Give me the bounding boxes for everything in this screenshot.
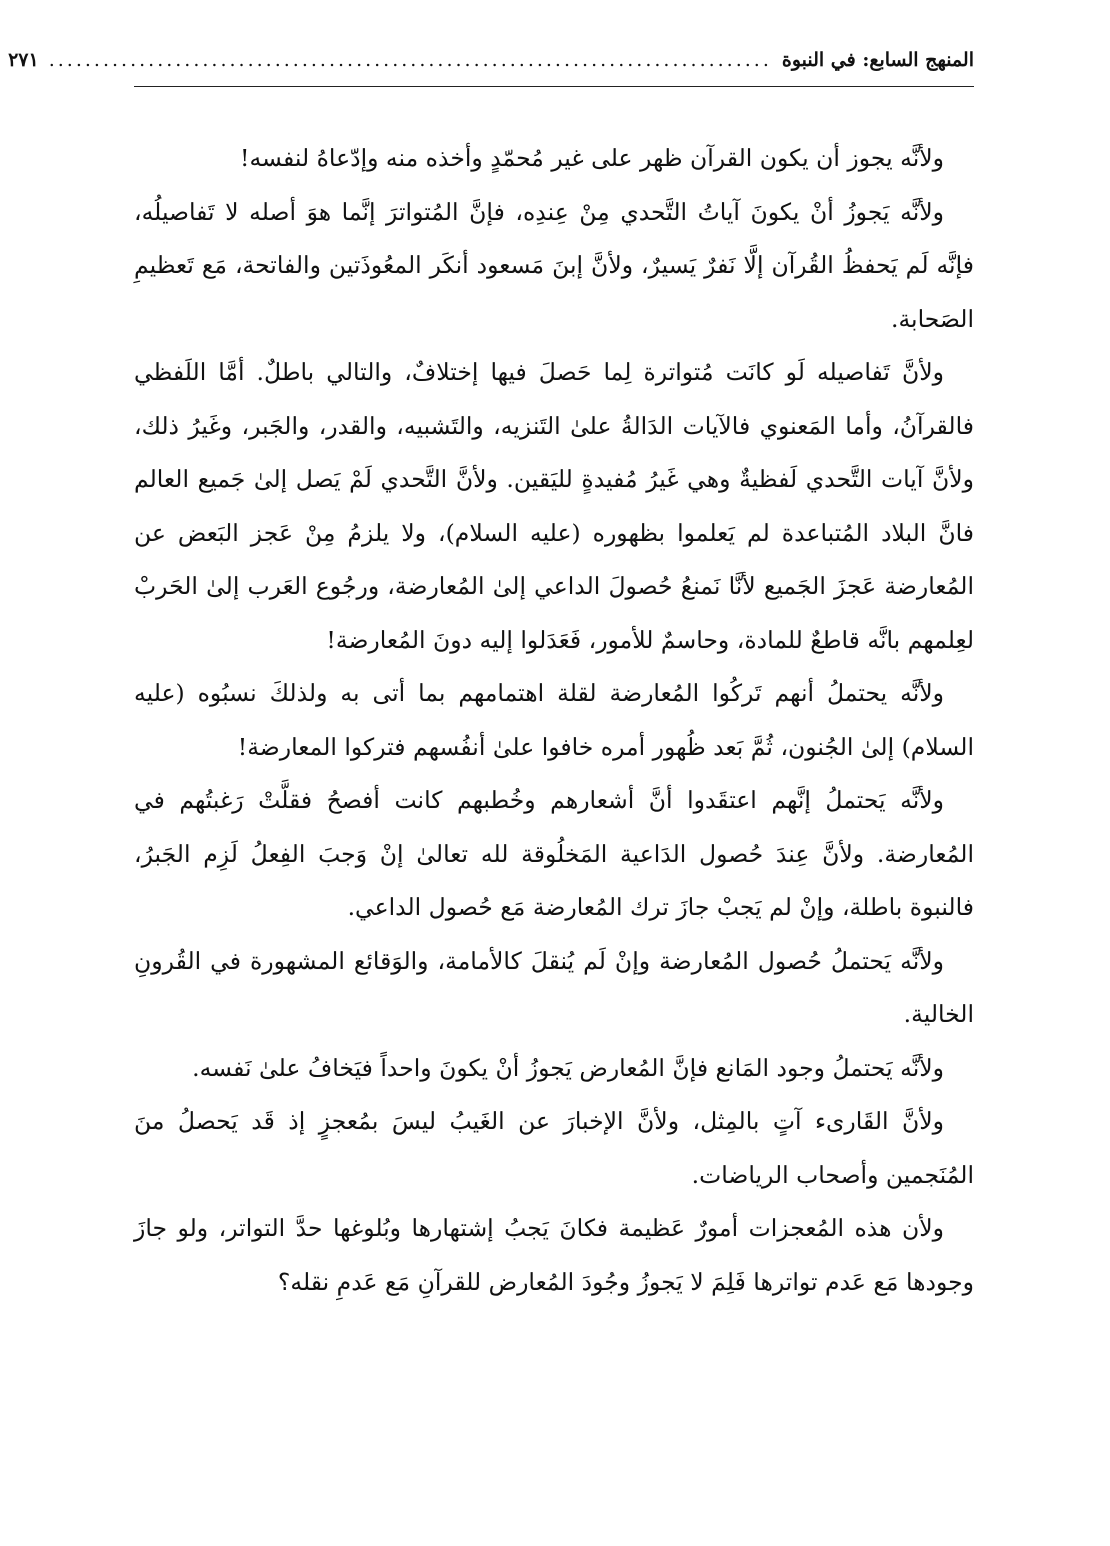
header-rule [134, 86, 974, 87]
body-text [134, 132, 974, 1309]
chapter-title: المنهج السابع: في النبوة [781, 49, 974, 71]
paragraph: ولأن هذه المُعجزات أمورٌ عَظيمة فكانَ يَجبُ إشتهارها وبُلوغها حدَّ التواتر، ولو جازَ وجودها مَع عَدم تواترها فَلِمَ لا يَجوزُ وجُودَ المُعارض للقرآنِ مَع عَدمِ نقله؟ [134, 1214, 974, 1296]
page-number: ٢٧١ [8, 49, 39, 71]
leader-dots: ................................................................................ [48, 49, 772, 71]
paragraph: ولأنَّه يَجوزُ أنْ يكونَ آياتُ التَّحدي مِنْ عِندِه، فإنَّ المُتواترَ إنَّما هوَ أصله لا تَفاصيلُه، فإنَّه لَم يَحفظُ القُرآن إلَّا نَفرٌ يَسيرٌ، ولأنَّ إبنَ مَسعود أنكَر المعُوذَتين والفاتحة، مَع تَعظيمِ الصَحابة. [134, 197, 974, 333]
running-header [8, 40, 974, 80]
paragraph: ولأنَّ تَفاصيله لَو كانَت مُتواترة لِما حَصلَ فيها إختلافٌ، والتالي باطلٌ. أمَّا اللَفظي فالقرآنُ، وأما المَعنوي فالآيات الدَالةُ علىٰ التَنزيه، والتَشبيه، والقدر، والجَبر، وغَيرُ ذلك، ولأنَّ آيات التَّحدي لَفظيةٌ وهي غَيرُ مُفيدةٍ لليَقين. ولأنَّ التَّحدي لَمْ يَصل إلىٰ جَميع العالم فانَّ البلاد المُتباعدة لم يَعلموا بظهوره (عليه السلام)، ولا يلزمُ مِنْ عَجز البَعض عن المُعارضة عَجزَ الجَميع لأنَّا نَمنعُ حُصولَ الداعي إلىٰ المُعارضة، ورجُوع العَرب إلىٰ الحَربْ لعِلمهم بانَّه قاطعٌ للمادة، وحاسمٌ للأمور، فَعَدَلوا إليه دونَ المُعارضة! [134, 358, 974, 654]
paragraph: ولأنَّه يَحتملُ وجود المَانع فإنَّ المُعارض يَجوزُ أنْ يكونَ واحداً فيَخافُ علىٰ نَفسه. [192, 1053, 944, 1082]
paragraph: ولأنَّه يجوز أن يكون القرآن ظهر على غير مُحمّدٍ وأخذه منه وإدّعاهُ لنفسه! [240, 144, 944, 172]
paragraph: ولأنَّه يَحتملُ حُصول المُعارضة وإنْ لَم يُنقلَ كالأمامة، والوَقائع المشهورة في القُرونِ الخالية. [134, 946, 974, 1028]
paragraph: ولأنَّ القَارىء آتٍ بالمِثل، ولأنَّ الإخبارَ عن الغَيبُ ليسَ بمُعجزٍ إذ قَد يَحصلُ منَ المُنَجمين وأصحاب الرياضات. [134, 1107, 974, 1189]
paragraph: ولأنَّه يَحتملُ إنَّهم اعتقَدوا أنَّ أشعارهم وخُطبهم كانت أفصحُ فقلَّتْ رَغبتُهم في المُعارضة. ولأنَّ عِندَ حُصول الدَاعية المَخلُوقة لله تعالىٰ إنْ وَجبَ الفِعلُ لَزِم الجَبرُ، فالنبوة باطلة، وإنْ لم يَجبْ جازَ ترك المُعارضة مَع حُصول الداعي. [134, 786, 974, 921]
paragraph: ولأنَّه يحتملُ أنهم تَركُوا المُعارضة لقلة اهتمامهم بما أتى به ولذلكَ نسبُوه (عليه السلام) إلىٰ الجُنون، ثُمَّ بَعد ظُهور أمره خافوا علىٰ أنفُسهم فتركوا المعارضة! [134, 679, 974, 761]
